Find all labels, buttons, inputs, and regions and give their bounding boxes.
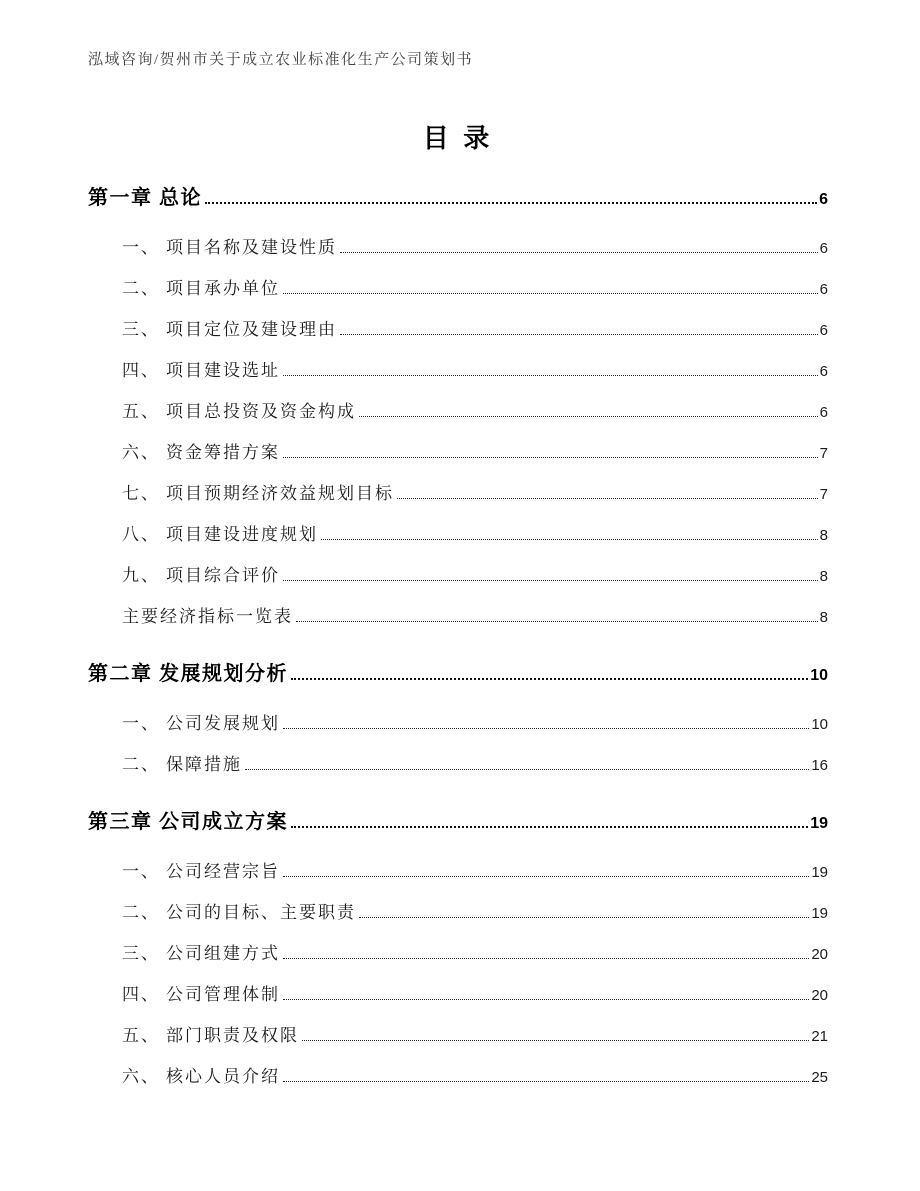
toc-item-label: 公司组建方式 xyxy=(166,944,280,963)
dot-leader xyxy=(283,728,809,729)
toc-item-label: 项目建设进度规划 xyxy=(166,525,318,544)
toc-item-label: 公司管理体制 xyxy=(166,985,280,1004)
toc-item-page-number: 19 xyxy=(811,905,828,922)
toc-item-number: 二、 xyxy=(122,279,160,298)
dot-leader xyxy=(283,293,818,294)
toc-item-page-number: 7 xyxy=(819,486,828,503)
toc-item-row[interactable] xyxy=(88,432,828,473)
toc-item-label: 保障措施 xyxy=(166,755,242,774)
toc-chapter-page-number: 19 xyxy=(810,815,828,832)
toc-item-page-number: 25 xyxy=(811,1069,828,1086)
toc-item-number: 三、 xyxy=(122,320,160,339)
toc-item-page-number: 8 xyxy=(819,527,828,544)
toc-item-page-number: 6 xyxy=(819,404,828,421)
toc-item-number: 一、 xyxy=(122,238,160,257)
dot-leader xyxy=(283,876,809,877)
toc-item-label: 资金筹措方案 xyxy=(166,443,280,462)
toc-item-label: 项目承办单位 xyxy=(166,279,280,298)
toc-item-page-number: 6 xyxy=(819,281,828,298)
toc-item-label: 项目建设选址 xyxy=(166,361,280,380)
toc-chapter-page-number: 10 xyxy=(810,667,828,684)
dot-leader xyxy=(291,678,808,680)
dot-leader xyxy=(283,1081,809,1082)
toc-item-label: 核心人员介绍 xyxy=(166,1067,280,1086)
dot-leader xyxy=(283,958,809,959)
toc-item-row[interactable] xyxy=(88,473,828,514)
toc-item-number: 四、 xyxy=(122,985,160,1004)
toc-item-page-number: 20 xyxy=(811,987,828,1004)
toc-item-row[interactable] xyxy=(88,892,828,933)
toc-chapter-label: 第三章 公司成立方案 xyxy=(88,811,288,833)
toc-item-row[interactable] xyxy=(88,309,828,350)
toc-item-number: 一、 xyxy=(122,862,160,881)
toc-item-page-number: 6 xyxy=(819,363,828,380)
toc-item-number: 四、 xyxy=(122,361,160,380)
toc-item-number: 五、 xyxy=(122,1026,160,1045)
toc-item-row[interactable] xyxy=(88,1015,828,1056)
toc-item-number: 五、 xyxy=(122,402,160,421)
toc-item-page-number: 6 xyxy=(819,322,828,339)
toc-item-number: 六、 xyxy=(122,443,160,462)
toc-item-page-number: 19 xyxy=(811,864,828,881)
toc-item-row[interactable] xyxy=(88,703,828,744)
dot-leader xyxy=(397,498,818,499)
toc-item-page-number: 8 xyxy=(819,609,828,626)
dot-leader xyxy=(296,621,818,622)
toc-item-page-number: 16 xyxy=(811,757,828,774)
toc-item-row[interactable] xyxy=(88,391,828,432)
toc-item-page-number: 21 xyxy=(811,1028,828,1045)
toc-item-row[interactable] xyxy=(88,227,828,268)
document-header: 泓域咨询/贺州市关于成立农业标准化生产公司策划书 xyxy=(88,52,474,68)
toc-item-number: 九、 xyxy=(122,566,160,585)
toc-item-number: 一、 xyxy=(122,714,160,733)
dot-leader xyxy=(291,826,808,828)
dot-leader xyxy=(340,334,818,335)
toc-item-number: 三、 xyxy=(122,944,160,963)
dot-leader xyxy=(205,202,817,204)
toc xyxy=(88,183,828,1097)
toc-item-page-number: 10 xyxy=(811,716,828,733)
toc-item-page-number: 6 xyxy=(819,240,828,257)
toc-item-page-number: 7 xyxy=(819,445,828,462)
toc-chapter-label: 第二章 发展规划分析 xyxy=(88,663,288,685)
toc-item-row[interactable] xyxy=(88,268,828,309)
dot-leader xyxy=(283,375,818,376)
dot-leader xyxy=(321,539,818,540)
toc-chapter-row[interactable] xyxy=(88,659,828,689)
toc-chapter-page-number: 6 xyxy=(819,191,828,208)
toc-item-label: 项目定位及建设理由 xyxy=(166,320,337,339)
dot-leader xyxy=(359,416,818,417)
toc-item-label: 公司发展规划 xyxy=(166,714,280,733)
dot-leader xyxy=(283,580,818,581)
toc-item-row[interactable] xyxy=(88,744,828,785)
toc-item-number: 八、 xyxy=(122,525,160,544)
toc-item-label: 主要经济指标一览表 xyxy=(122,607,293,626)
toc-item-number: 六、 xyxy=(122,1067,160,1086)
toc-item-number: 二、 xyxy=(122,755,160,774)
toc-item-row[interactable] xyxy=(88,974,828,1015)
page-title: 目 录 xyxy=(422,124,494,153)
toc-item-number: 二、 xyxy=(122,903,160,922)
toc-item-page-number: 20 xyxy=(811,946,828,963)
toc-item-label: 公司的目标、主要职责 xyxy=(166,903,356,922)
toc-chapter-row[interactable] xyxy=(88,807,828,837)
toc-item-row[interactable] xyxy=(88,555,828,596)
toc-item-label: 项目总投资及资金构成 xyxy=(166,402,356,421)
toc-item-row[interactable] xyxy=(88,1056,828,1097)
dot-leader xyxy=(283,999,809,1000)
dot-leader xyxy=(302,1040,809,1041)
toc-item-row[interactable] xyxy=(88,350,828,391)
dot-leader xyxy=(283,457,818,458)
toc-item-label: 项目综合评价 xyxy=(166,566,280,585)
toc-item-page-number: 8 xyxy=(819,568,828,585)
dot-leader xyxy=(359,917,809,918)
dot-leader xyxy=(340,252,818,253)
toc-item-row[interactable] xyxy=(88,514,828,555)
toc-item-number: 七、 xyxy=(122,484,160,503)
toc-chapter-row[interactable] xyxy=(88,183,828,213)
toc-item-label: 部门职责及权限 xyxy=(166,1026,299,1045)
dot-leader xyxy=(245,769,809,770)
toc-item-row[interactable] xyxy=(88,851,828,892)
toc-item-label: 项目名称及建设性质 xyxy=(166,238,337,257)
toc-chapter-label: 第一章 总论 xyxy=(88,187,202,209)
toc-item-label: 项目预期经济效益规划目标 xyxy=(166,484,394,503)
toc-item-row[interactable] xyxy=(88,933,828,974)
toc-item-label: 公司经营宗旨 xyxy=(166,862,280,881)
toc-item-row[interactable] xyxy=(88,596,828,637)
